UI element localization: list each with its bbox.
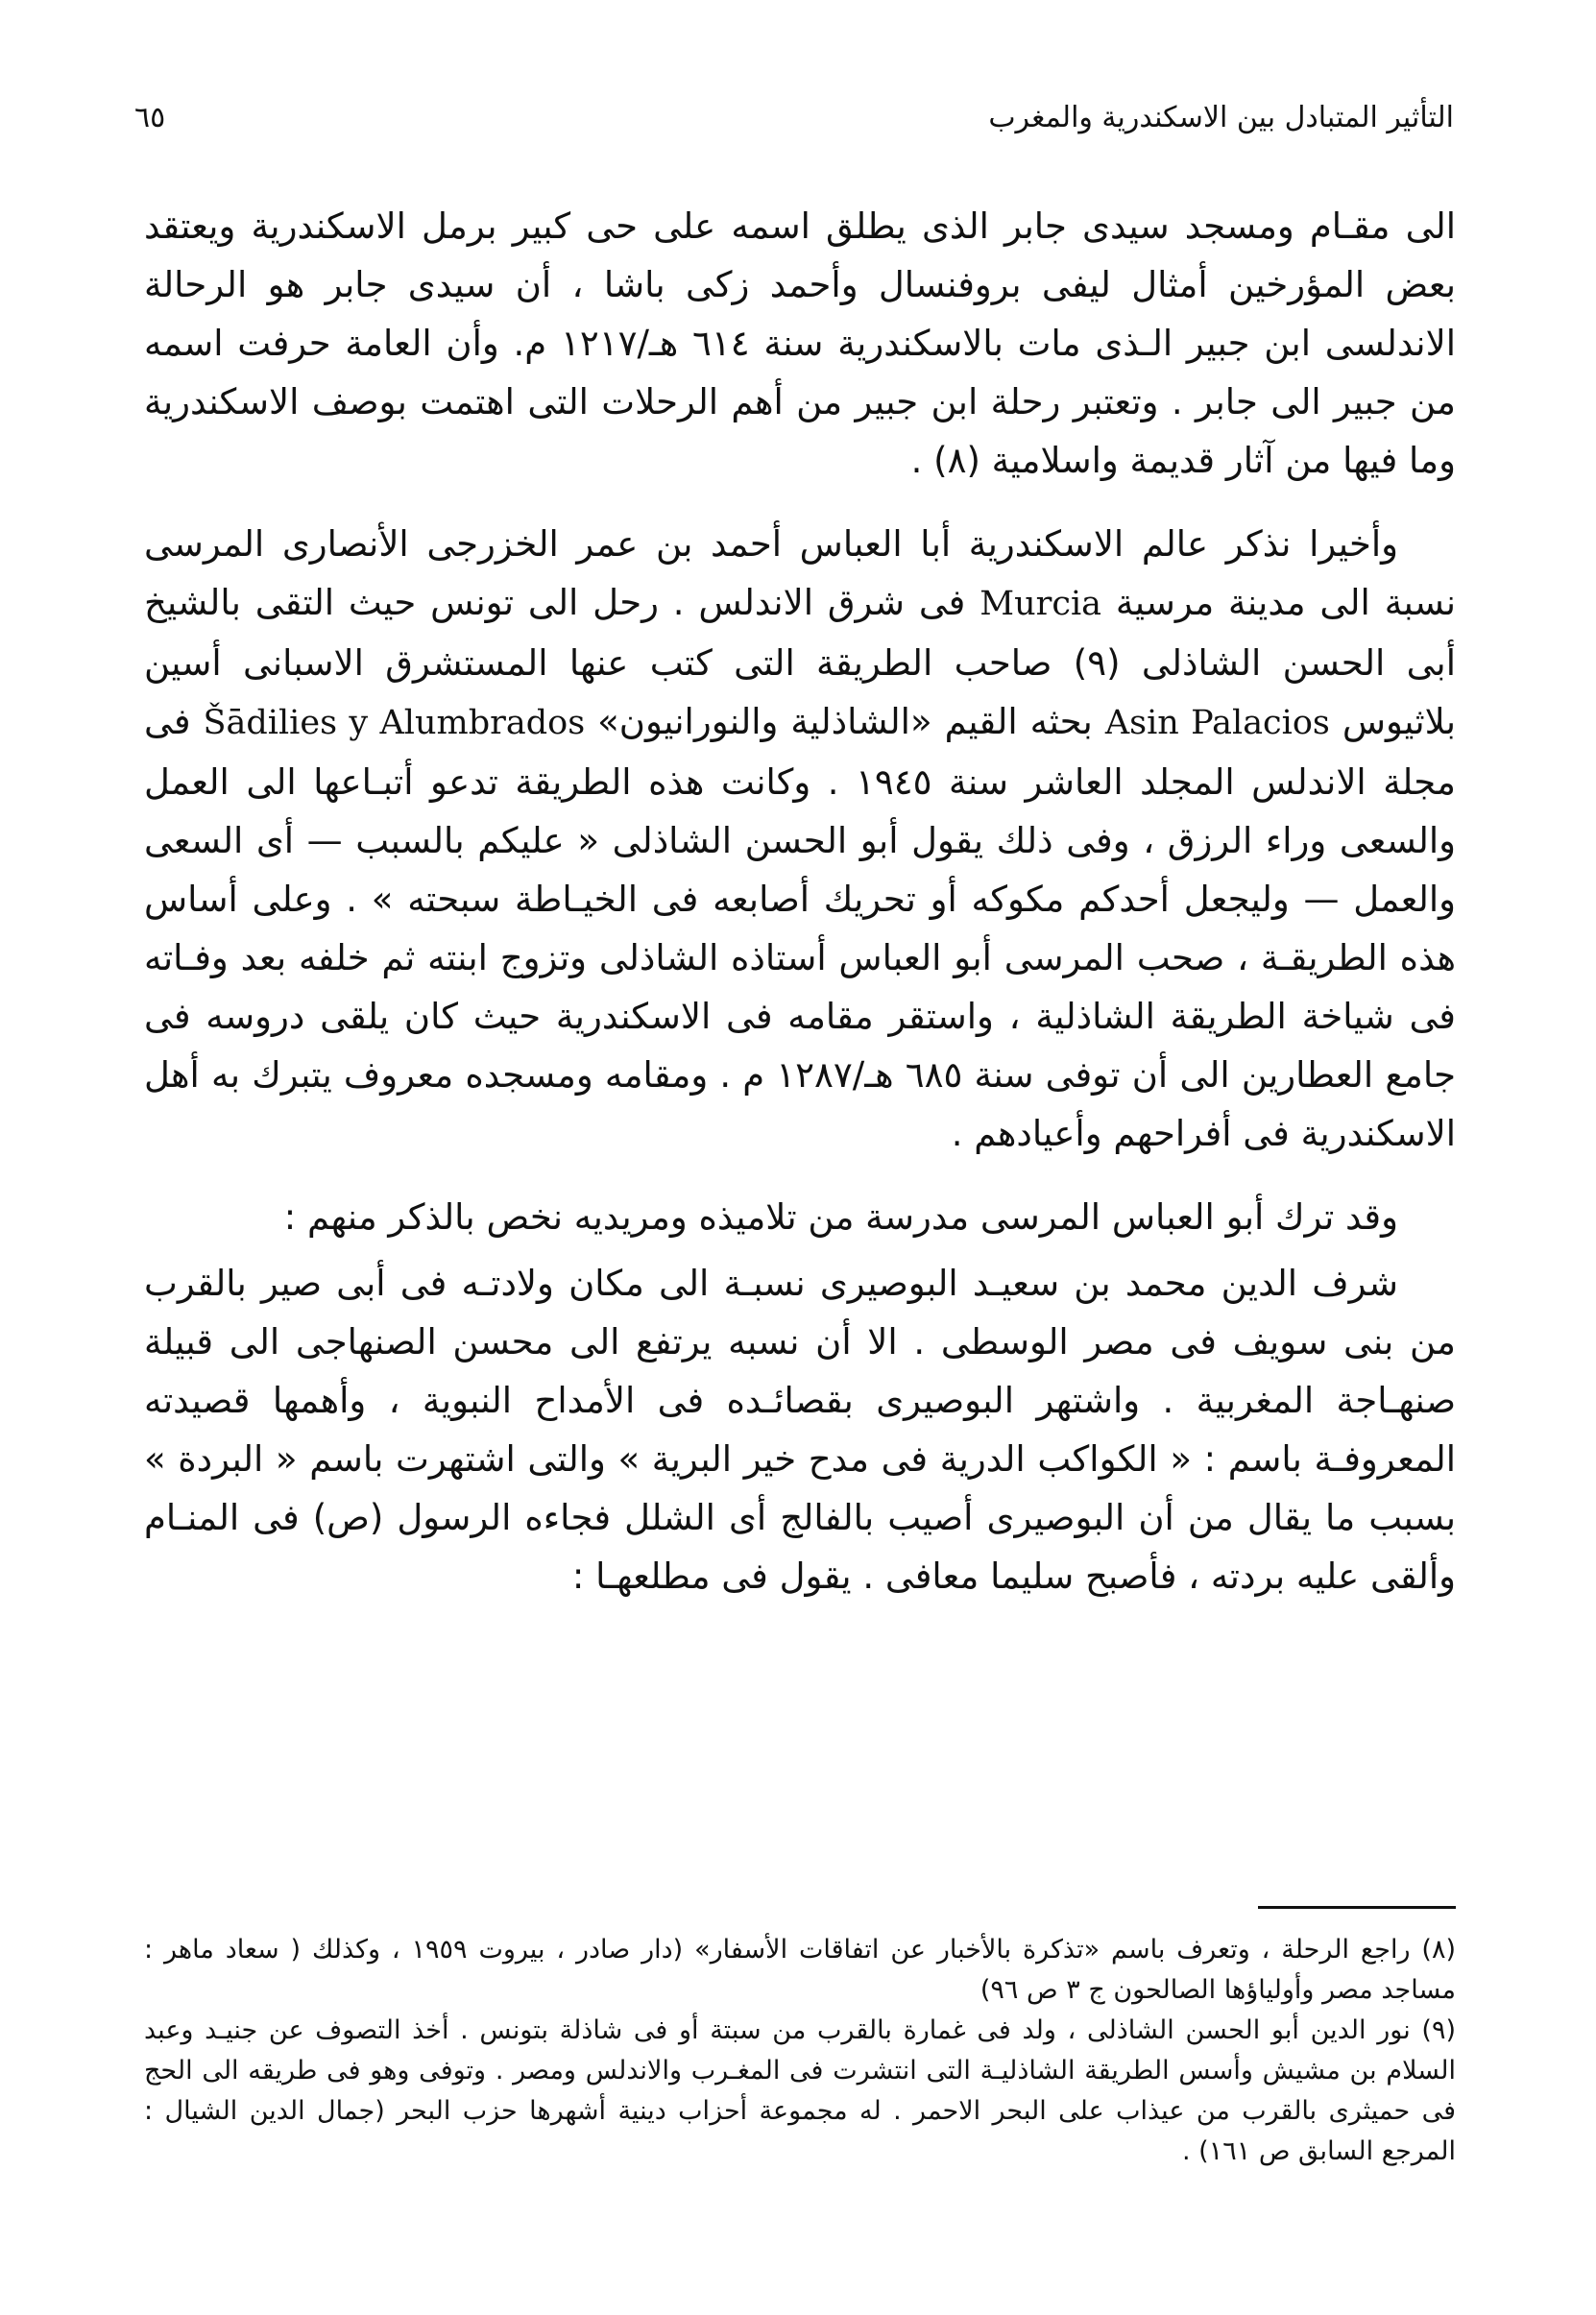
main-text bbox=[144, 197, 1456, 1605]
paragraph-abu-al-abbas-text-2: فى شرق الاندلس . رحل الى تونس حيث التقى بالشيخ أبى الحسن الشاذلى (٩) صاحب الطريقة التى كتب عنها المستشرق الاسبانى أسين بلاثيوس bbox=[144, 582, 1457, 742]
footnote-9: (٩) نور الدين أبو الحسن الشاذلى ، ولد فى غمارة بالقرب من سبتة أو فى شاذلة بتونس . أخذ التصوف عن جنيـد وعبد السلام بن مشيش وأسس الطريقة الشاذليـة التى انتشرت فى المغـرب والاندلس ومصر . وتوفى وهو فى طريقه الى الحج فى حميثرى بالقرب من عيذاب على البحر الاحمر . له مجموعة أحزاب دينية أشهرها حزب البحر (جمال الدين الشيال : المرجع السابق ص ١٦١) . bbox=[144, 2015, 1456, 2166]
paragraph-students: وقد ترك أبو العباس المرسى مدرسة من تلاميذه ومريديه نخص بالذكر منهم : bbox=[283, 1196, 1398, 1238]
paragraph-abu-al-abbas-text-3: بحثه القيم «الشاذلية والنورانيون» bbox=[597, 701, 1093, 742]
footnote-8: (٨) راجع الرحلة ، وتعرف باسم «تذكرة بالأخبار عن اتفاقات الأسفار» (دار صادر ، بيروت ١٩٥٩ ، وكذلك ( سعاد ماهر : مساجد مصر وأولياؤها الصالحون ج ٣ ص ٩٦) bbox=[144, 1935, 1456, 2005]
paragraph-abu-al-abbas bbox=[144, 515, 1456, 1163]
latin-asin-palacios: Asin Palacios bbox=[1104, 704, 1330, 742]
paragraph-abu-al-abbas-text-1: وأخيرا نذكر عالم الاسكندرية أبا العباس أحمد بن عمر الخزرجى الأنصارى المرسى نسبة الى مدينة مرسية bbox=[144, 523, 1456, 623]
latin-shadilies-y-alumbrados: Šādilies y Alumbrados bbox=[203, 704, 586, 742]
paragraph-al-busiri: شرف الدين محمد بن سعيـد البوصيرى نسبـة الى مكان ولادتـه فى أبى صير بالقرب من بنى سويف فى مصر الوسطى . الا أن نسبه يرتفع الى محسن الصنهاجى الى قبيلة صنهـاجة المغربية . واشتهر البوصيرى بقصائـده فى الأمداح النبوية ، وأهمها قصيدته المعروفـة باسم : « الكواكب الدرية فى مدح خير البرية » والتى اشتهرت باسم « البردة » بسبب ما يقال من أن البوصيرى أصيب بالفالج أى الشلل فجاءه الرسول (ص) فى المنـام وألقى عليه بردته ، فأصبح سليما معافى . يقول فى مطلعهـا : bbox=[144, 1263, 1456, 1597]
running-title: التأثير المتبادل بين الاسكندرية والمغرب bbox=[988, 101, 1454, 134]
paragraph-sidi-gaber: الى مقـام ومسجد سيدى جابر الذى يطلق اسمه على حى كبير برمل الاسكندرية ويعتقد بعض المؤرخين أمثال ليفى بروفنسال وأحمد زكى باشا ، أن سيدى جابر هو الرحالة الاندلسى ابن جبير الـذى مات بالاسكندرية سنة ٦١٤ هـ/١٢١٧ م. وأن العامة حرفت اسمه من جبير الى جابر . وتعتبر رحلة ابن جبير من أهم الرحلات التى اهتمت بوصف الاسكندرية وما فيها من آثار قديمة واسلامية (٨) . bbox=[144, 205, 1456, 481]
footnote-divider bbox=[1258, 1906, 1456, 1909]
paragraph-abu-al-abbas-text-4: فى مجلة الاندلس المجلد العاشر سنة ١٩٤٥ . وكانت هذه الطريقة تدعو أتبـاعها الى العمل والسعى وراء الرزق ، وفى ذلك يقول أبو الحسن الشاذلى « عليكم بالسبب — أى السعى والعمل — وليجعل أحدكم مكوكه أو تحريك أصابعه فى الخيـاطة سبحته » . وعلى أساس هذه الطريقـة ، صحب المرسى أبو العباس أستاذه الشاذلى وتزوج ابنته ثم خلفه بعد وفـاته فى شياخة الطريقة الشاذلية ، واستقر مقامه فى الاسكندرية حيث كان يلقى دروسه فى جامع العطارين الى أن توفى سنة ٦٨٥ هـ/١٢٨٧ م . ومقامه ومسجده معروف يتبرك به أهل الاسكندرية فى أفراحهم وأعيادهم . bbox=[144, 701, 1456, 1154]
latin-murcia: Murcia bbox=[979, 585, 1102, 623]
running-header bbox=[134, 94, 1454, 142]
page-number: ٦٥ bbox=[134, 101, 166, 134]
footnotes bbox=[144, 1930, 1456, 2172]
